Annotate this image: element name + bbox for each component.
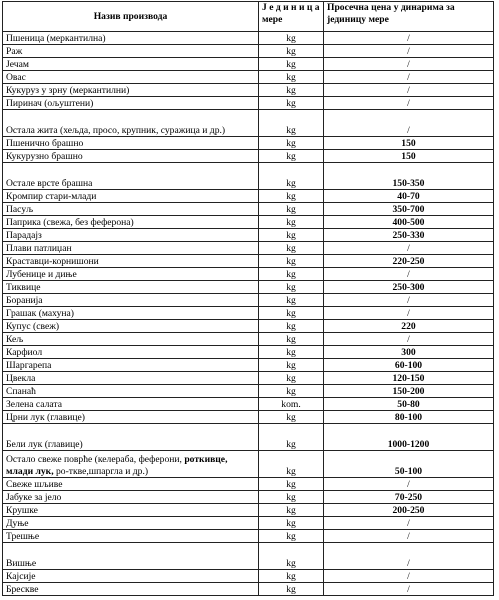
- table-row: [3, 58, 494, 71]
- table-row: [3, 268, 494, 281]
- unit-cell: kg: [259, 424, 324, 451]
- table-row: [3, 281, 494, 294]
- product-name: Кељ: [3, 333, 259, 346]
- price-cell: /: [324, 242, 494, 255]
- price-cell: 400-500: [324, 216, 494, 229]
- price-cell: 60-100: [324, 359, 494, 372]
- table-row: [3, 320, 494, 333]
- table-row: [3, 97, 494, 110]
- unit-cell: kg: [259, 504, 324, 517]
- table-row: [3, 517, 494, 530]
- price-cell: 300: [324, 346, 494, 359]
- header-row: [3, 2, 494, 32]
- unit-cell: kg: [259, 216, 324, 229]
- product-name-part: Остало свеже поврће (келераба, феферони,: [6, 454, 182, 466]
- product-name: [3, 451, 259, 478]
- table-row: [3, 45, 494, 58]
- table-row: [3, 216, 494, 229]
- table-row: [3, 32, 494, 45]
- table-row: [3, 203, 494, 216]
- product-name: Крушке: [3, 504, 259, 517]
- price-cell: /: [324, 333, 494, 346]
- table-row: [3, 190, 494, 203]
- price-cell: /: [324, 84, 494, 97]
- product-name: Трешње: [3, 530, 259, 543]
- table-row: [3, 583, 494, 596]
- product-name: Шаргарепа: [3, 359, 259, 372]
- product-name: Спанаћ: [3, 385, 259, 398]
- price-cell: 150: [324, 150, 494, 163]
- price-cell: 50-100: [324, 451, 494, 478]
- price-cell: 250-330: [324, 229, 494, 242]
- unit-cell: kg: [259, 45, 324, 58]
- table-row: [3, 491, 494, 504]
- product-name: Карфиол: [3, 346, 259, 359]
- price-cell: /: [324, 570, 494, 583]
- unit-cell: kg: [259, 203, 324, 216]
- product-name: Остале врсте брашна: [3, 163, 259, 190]
- price-cell: /: [324, 97, 494, 110]
- unit-cell: kg: [259, 333, 324, 346]
- price-cell: 1000-1200: [324, 424, 494, 451]
- table-row: [3, 110, 494, 137]
- table-row: [3, 424, 494, 451]
- product-name: Цвекла: [3, 372, 259, 385]
- product-name: Кромпир стари-млади: [3, 190, 259, 203]
- price-cell: 120-150: [324, 372, 494, 385]
- table-row: [3, 163, 494, 190]
- table-row: [3, 71, 494, 84]
- unit-cell: kg: [259, 478, 324, 491]
- price-cell: 200-250: [324, 504, 494, 517]
- price-cell: /: [324, 110, 494, 137]
- price-cell: 150: [324, 137, 494, 150]
- price-cell: 70-250: [324, 491, 494, 504]
- table-row: [3, 543, 494, 570]
- unit-cell: kg: [259, 385, 324, 398]
- product-name: Брескве: [3, 583, 259, 596]
- price-cell: /: [324, 45, 494, 58]
- table-row: [3, 255, 494, 268]
- unit-cell: kg: [259, 320, 324, 333]
- unit-cell: kg: [259, 71, 324, 84]
- unit-cell: kg: [259, 150, 324, 163]
- table-row: [3, 411, 494, 424]
- price-cell: /: [324, 478, 494, 491]
- price-cell: 220-250: [324, 255, 494, 268]
- unit-cell: kg: [259, 411, 324, 424]
- product-name: Дуње: [3, 517, 259, 530]
- product-name: Овас: [3, 71, 259, 84]
- product-name: Раж: [3, 45, 259, 58]
- product-name: Кукуруз у зрну (меркантилни): [3, 84, 259, 97]
- price-table: [2, 1, 494, 596]
- unit-cell: kg: [259, 372, 324, 385]
- product-name: Јабуке за јело: [3, 491, 259, 504]
- price-cell: /: [324, 294, 494, 307]
- price-cell: 150-200: [324, 385, 494, 398]
- price-cell: 250-300: [324, 281, 494, 294]
- product-name: Вишње: [3, 543, 259, 570]
- price-cell: 350-700: [324, 203, 494, 216]
- product-name: Пшеница (меркантилна): [3, 32, 259, 45]
- unit-cell: kg: [259, 530, 324, 543]
- unit-cell: kg: [259, 110, 324, 137]
- table-row: [3, 137, 494, 150]
- price-cell: /: [324, 71, 494, 84]
- table-row: [3, 570, 494, 583]
- table-row: [3, 478, 494, 491]
- product-name: Лубенице и диње: [3, 268, 259, 281]
- table-row: [3, 530, 494, 543]
- unit-cell: kg: [259, 294, 324, 307]
- table-body: [3, 32, 494, 596]
- table-row: [3, 359, 494, 372]
- unit-cell: kom.: [259, 398, 324, 411]
- price-cell: 50-80: [324, 398, 494, 411]
- product-name: Боранија: [3, 294, 259, 307]
- price-cell: /: [324, 307, 494, 320]
- table-row: [3, 333, 494, 346]
- unit-cell: kg: [259, 281, 324, 294]
- unit-cell: kg: [259, 255, 324, 268]
- unit-cell: kg: [259, 84, 324, 97]
- product-name: Јечам: [3, 58, 259, 71]
- product-name-part: ро-ткве,шпаргла и др.): [53, 465, 149, 477]
- unit-cell: kg: [259, 517, 324, 530]
- product-name: Пасуљ: [3, 203, 259, 216]
- unit-cell: kg: [259, 163, 324, 190]
- price-cell: /: [324, 32, 494, 45]
- table-row: [3, 385, 494, 398]
- table-row: [3, 84, 494, 97]
- unit-cell: kg: [259, 543, 324, 570]
- table-row: [3, 346, 494, 359]
- unit-cell: kg: [259, 190, 324, 203]
- product-name: Црни лук (главице): [3, 411, 259, 424]
- header-name: Назив производа: [3, 2, 259, 32]
- unit-cell: kg: [259, 451, 324, 478]
- table-row: [3, 294, 494, 307]
- table-row: [3, 242, 494, 255]
- table-row: [3, 451, 494, 478]
- unit-cell: kg: [259, 570, 324, 583]
- table-row: [3, 150, 494, 163]
- unit-cell: kg: [259, 58, 324, 71]
- price-cell: /: [324, 517, 494, 530]
- price-cell: 80-100: [324, 411, 494, 424]
- table-row: [3, 372, 494, 385]
- unit-cell: kg: [259, 491, 324, 504]
- price-cell: /: [324, 530, 494, 543]
- unit-cell: kg: [259, 97, 324, 110]
- unit-cell: kg: [259, 583, 324, 596]
- product-name: Плави патлиџан: [3, 242, 259, 255]
- price-cell: /: [324, 583, 494, 596]
- product-name-bold-part: роткивце, млади лук,: [6, 454, 228, 477]
- price-cell: /: [324, 58, 494, 71]
- unit-cell: kg: [259, 346, 324, 359]
- price-cell: /: [324, 543, 494, 570]
- unit-cell: kg: [259, 268, 324, 281]
- product-name: Кукурузно брашно: [3, 150, 259, 163]
- product-name: Бели лук (главице): [3, 424, 259, 451]
- price-cell: 220: [324, 320, 494, 333]
- product-name: Грашак (махуна): [3, 307, 259, 320]
- unit-cell: kg: [259, 307, 324, 320]
- product-name: Парадајз: [3, 229, 259, 242]
- table-row: [3, 307, 494, 320]
- product-name: Пиринач (ољуштени): [3, 97, 259, 110]
- product-name: Зелена салата: [3, 398, 259, 411]
- product-name: Краставци-корнишони: [3, 255, 259, 268]
- unit-cell: kg: [259, 137, 324, 150]
- product-name: Пшенично брашно: [3, 137, 259, 150]
- price-cell: 40-70: [324, 190, 494, 203]
- product-name: Паприка (свежа, без феферона): [3, 216, 259, 229]
- product-name: Кајсије: [3, 570, 259, 583]
- price-cell: /: [324, 268, 494, 281]
- unit-cell: kg: [259, 32, 324, 45]
- table-row: [3, 229, 494, 242]
- unit-cell: kg: [259, 229, 324, 242]
- table-row: [3, 504, 494, 517]
- unit-cell: kg: [259, 242, 324, 255]
- product-name: Тиквице: [3, 281, 259, 294]
- unit-cell: kg: [259, 359, 324, 372]
- header-unit: Ј е д и н и ц а мере: [259, 2, 324, 32]
- header-price: Просечна цена у динарима за јединицу мере: [324, 2, 494, 32]
- table-row: [3, 398, 494, 411]
- product-name: Свеже шљиве: [3, 478, 259, 491]
- price-cell: 150-350: [324, 163, 494, 190]
- product-name: Остала жита (хељда, просо, крупник, суражица и др.): [3, 110, 259, 137]
- product-name: Купус (свеж): [3, 320, 259, 333]
